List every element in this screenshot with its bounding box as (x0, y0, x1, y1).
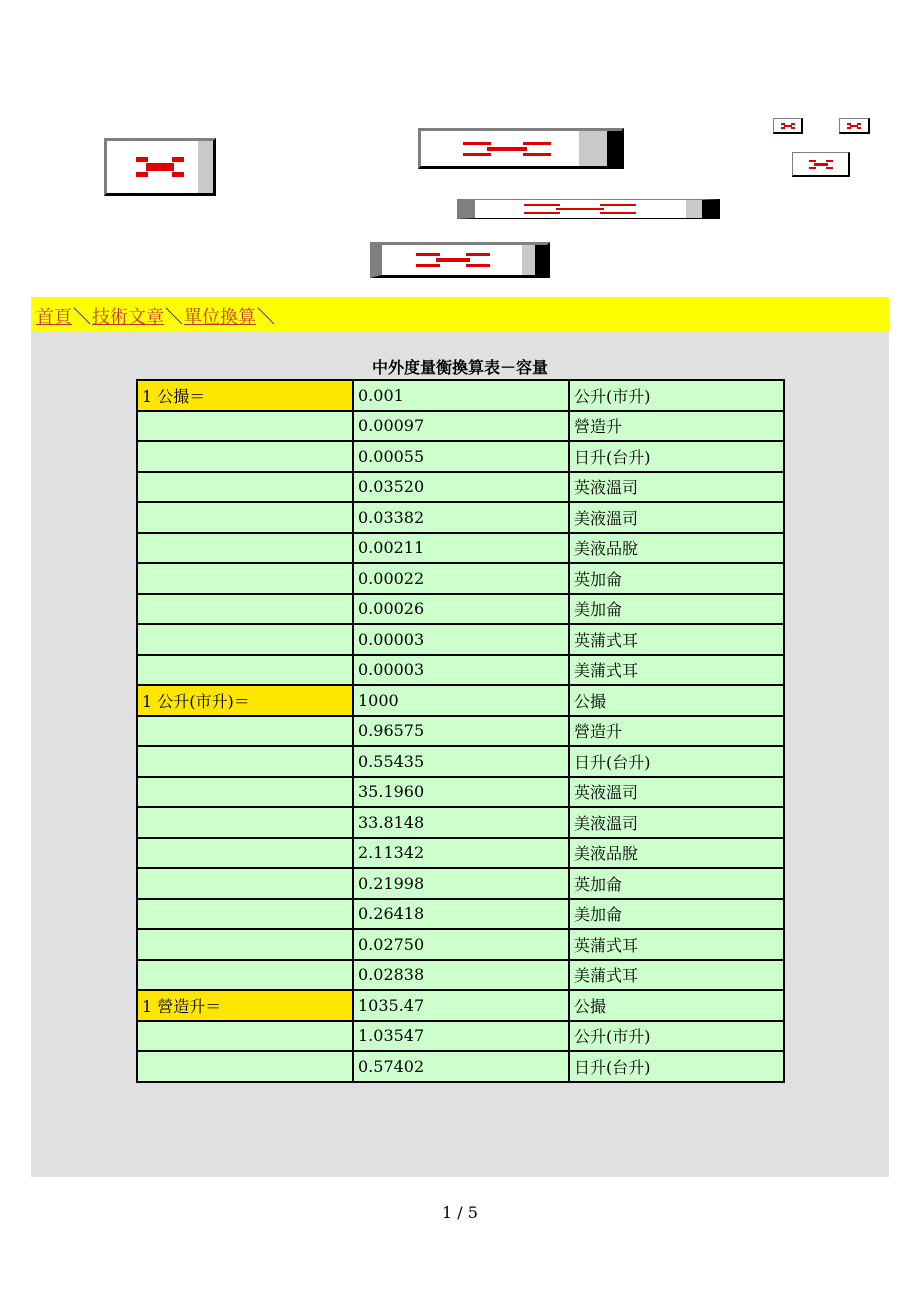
breadcrumb-home-link[interactable]: 首頁 (36, 307, 72, 328)
value-cell: 0.21998 (353, 868, 569, 899)
target-unit-cell: 公撮 (569, 685, 784, 716)
conversion-table (136, 379, 785, 1083)
target-unit-cell: 日升(台升) (569, 441, 784, 472)
source-unit-cell (137, 777, 353, 808)
target-unit-cell: 英液溫司 (569, 472, 784, 503)
table-row (137, 746, 784, 777)
source-unit-cell (137, 1051, 353, 1082)
source-unit-cell (137, 411, 353, 442)
value-cell: 0.55435 (353, 746, 569, 777)
breadcrumb-separator: ＼ (165, 307, 183, 328)
broken-image-small-3 (792, 152, 850, 177)
table-row (137, 777, 784, 808)
source-unit-cell (137, 502, 353, 533)
source-unit-cell (137, 441, 353, 472)
value-cell: 33.8148 (353, 807, 569, 838)
source-unit-cell (137, 655, 353, 686)
target-unit-cell: 英加侖 (569, 563, 784, 594)
table-row (137, 990, 784, 1021)
breadcrumb-separator: ＼ (73, 307, 91, 328)
source-unit-cell (137, 563, 353, 594)
target-unit-cell: 公升(市升) (569, 1021, 784, 1052)
value-cell: 0.00022 (353, 563, 569, 594)
broken-image-icon (847, 123, 861, 129)
source-unit-cell (137, 594, 353, 625)
value-cell: 35.1960 (353, 777, 569, 808)
table-row (137, 929, 784, 960)
value-cell: 2.11342 (353, 838, 569, 869)
target-unit-cell: 日升(台升) (569, 746, 784, 777)
table-row (137, 411, 784, 442)
value-cell: 0.96575 (353, 716, 569, 747)
table-row (137, 716, 784, 747)
value-cell: 1035.47 (353, 990, 569, 1021)
source-unit-cell: 1 營造升＝ (137, 990, 353, 1021)
table-row (137, 899, 784, 930)
target-unit-cell: 美蒲式耳 (569, 655, 784, 686)
value-cell: 1.03547 (353, 1021, 569, 1052)
value-cell: 0.001 (353, 380, 569, 411)
breadcrumb (31, 297, 889, 331)
source-unit-cell: 1 公升(市升)＝ (137, 685, 353, 716)
source-unit-cell (137, 1021, 353, 1052)
target-unit-cell: 英蒲式耳 (569, 624, 784, 655)
table-row (137, 380, 784, 411)
source-unit-cell (137, 472, 353, 503)
target-unit-cell: 英加侖 (569, 868, 784, 899)
target-unit-cell: 美液品脫 (569, 838, 784, 869)
target-unit-cell: 美加侖 (569, 899, 784, 930)
table-row (137, 1021, 784, 1052)
broken-image-logo (104, 138, 216, 196)
source-unit-cell (137, 929, 353, 960)
value-cell: 0.03382 (353, 502, 569, 533)
broken-image-banner-lower (370, 242, 550, 278)
table-row (137, 441, 784, 472)
target-unit-cell: 美蒲式耳 (569, 960, 784, 991)
value-cell: 1000 (353, 685, 569, 716)
breadcrumb-articles-link[interactable]: 技術文章 (92, 307, 164, 328)
source-unit-cell (137, 807, 353, 838)
source-unit-cell (137, 716, 353, 747)
source-unit-cell (137, 533, 353, 564)
source-unit-cell (137, 746, 353, 777)
target-unit-cell: 營造升 (569, 411, 784, 442)
broken-image-small-1 (773, 118, 803, 134)
broken-image-icon (524, 204, 636, 214)
source-unit-cell (137, 624, 353, 655)
table-title: 中外度量衡換算表－容量 (371, 358, 548, 377)
table-row (137, 502, 784, 533)
table-row (137, 838, 784, 869)
table-row (137, 624, 784, 655)
target-unit-cell: 美加侖 (569, 594, 784, 625)
value-cell: 0.00055 (353, 441, 569, 472)
value-cell: 0.00026 (353, 594, 569, 625)
page-number: 1 / 5 (442, 1203, 478, 1222)
source-unit-cell (137, 960, 353, 991)
value-cell: 0.03520 (353, 472, 569, 503)
source-unit-cell (137, 899, 353, 930)
target-unit-cell: 日升(台升) (569, 1051, 784, 1082)
broken-image-icon (416, 253, 490, 267)
breadcrumb-unit-conversion-link[interactable]: 單位換算 (184, 307, 256, 328)
breadcrumb-separator: ＼ (257, 307, 275, 328)
table-row (137, 685, 784, 716)
target-unit-cell: 美液溫司 (569, 807, 784, 838)
target-unit-cell: 美液溫司 (569, 502, 784, 533)
value-cell: 0.00097 (353, 411, 569, 442)
table-row (137, 472, 784, 503)
value-cell: 0.57402 (353, 1051, 569, 1082)
table-row (137, 563, 784, 594)
broken-image-banner-top (418, 128, 624, 169)
target-unit-cell: 營造升 (569, 716, 784, 747)
value-cell: 0.00211 (353, 533, 569, 564)
value-cell: 0.00003 (353, 655, 569, 686)
table-row (137, 655, 784, 686)
target-unit-cell: 英液溫司 (569, 777, 784, 808)
table-row (137, 868, 784, 899)
source-unit-cell (137, 838, 353, 869)
source-unit-cell: 1 公撮＝ (137, 380, 353, 411)
source-unit-cell (137, 868, 353, 899)
value-cell: 0.02750 (353, 929, 569, 960)
broken-image-icon (781, 123, 795, 129)
content-area (31, 331, 889, 1177)
target-unit-cell: 公升(市升) (569, 380, 784, 411)
target-unit-cell: 公撮 (569, 990, 784, 1021)
broken-image-small-2 (839, 118, 870, 134)
table-row (137, 533, 784, 564)
broken-image-banner-middle (457, 199, 720, 219)
broken-image-icon (463, 142, 551, 156)
broken-image-icon (809, 160, 833, 169)
table-row (137, 594, 784, 625)
value-cell: 0.02838 (353, 960, 569, 991)
value-cell: 0.00003 (353, 624, 569, 655)
table-row (137, 807, 784, 838)
value-cell: 0.26418 (353, 899, 569, 930)
target-unit-cell: 英蒲式耳 (569, 929, 784, 960)
target-unit-cell: 美液品脫 (569, 533, 784, 564)
table-row (137, 1051, 784, 1082)
broken-image-icon (136, 157, 184, 177)
table-row (137, 960, 784, 991)
